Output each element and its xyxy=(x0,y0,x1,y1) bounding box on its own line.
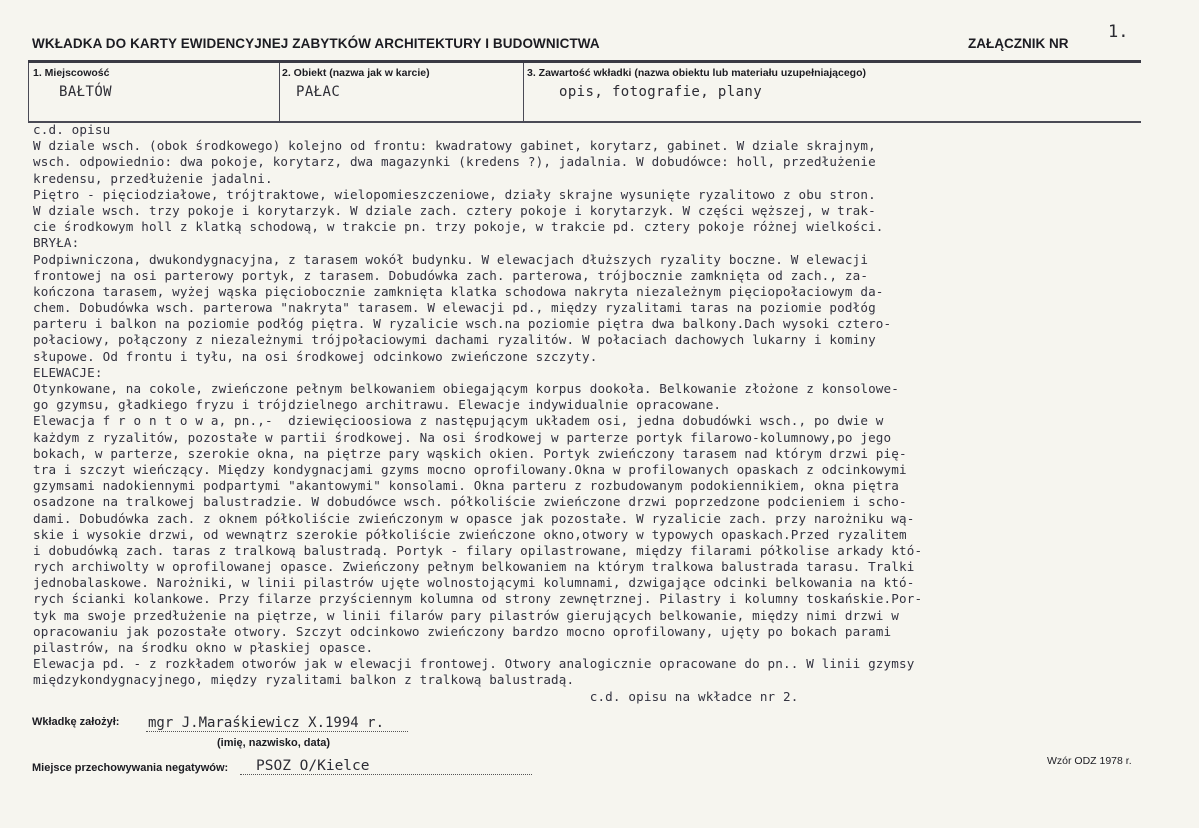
author-hint: (imię, nazwisko, data) xyxy=(217,737,331,749)
text-line: ELEWACJE: xyxy=(33,364,103,380)
text-line: c.d. opisu xyxy=(33,122,111,137)
annex-label: ZAŁĄCZNIK NR xyxy=(968,36,1069,51)
author-label: Wkładkę założył: xyxy=(32,716,120,728)
text-line: skie i wysokie drzwi, od wewnątrz szerokie półkoliście zwieńczone okno,otwory w typowych opaskach.Przed ryzalitem xyxy=(33,526,907,542)
negatives-label: Miejsce przechowywania negatywów: xyxy=(32,762,229,774)
description-text xyxy=(33,122,1153,705)
text-line: Piętro - pięciodziałowe, trójtraktowe, wielopomieszczeniowe, działy skrajne wysunięte ryzalitowo z obu stron. xyxy=(33,186,876,202)
field-object-value: PAŁAC xyxy=(296,84,341,100)
field-object xyxy=(278,63,524,121)
text-line: tra i szczyt wieńczący. Między kondygnacjami gzyms mocno oprofilowany.Okna w profilowanych opaskach z odcinkowymi xyxy=(33,461,907,477)
text-line: rych ścianki kolankowe. Przy filarze przyściennym kolumna od strony zewnętrznej. Pilastry i kolumny toskańskie.Por- xyxy=(33,591,923,607)
field-locality-value: BAŁTÓW xyxy=(59,84,112,100)
text-line: połaciowy, połączony z niezależnymi trójpołaciowymi dachami ryzalitów. W połaciach dachowych lukarny i kominy xyxy=(33,332,876,348)
text-line: i dobudówką zach. taras z tralkową balustradą. Portyk - filary opilastrowane, między filarami półkolise arkady któ- xyxy=(33,542,923,558)
text-line: każdym z ryzalitów, pozostałe w partii środkowej. Na osi środkowej w parterze portyk filarowo-kolumnowy,po jego xyxy=(33,429,892,445)
field-locality xyxy=(28,63,280,121)
field-contents-value: opis, fotografie, plany xyxy=(559,84,763,100)
text-line: c.d. opisu na wkładce nr 2. xyxy=(33,688,799,704)
field-contents xyxy=(523,63,1140,121)
text-line: jednobalaskowe. Narożniki, w linii pilastrów ujęte wolnostojącymi kolumnami, dzwigające odcinki belkowania na któ- xyxy=(33,575,915,591)
template-note: Wzór ODZ 1978 r. xyxy=(1047,755,1132,767)
text-line: pilastrów, na środku okno w płaskiej opasce. xyxy=(33,640,374,655)
field-object-label: 2. Obiekt (nazwa jak w karcie) xyxy=(282,67,430,79)
text-line: międzykondygnacyjnego, między ryzalitami balkon z tralkową balustradą. xyxy=(33,672,575,688)
form-title: WKŁADKA DO KARTY EWIDENCYJNEJ ZABYTKÓW ARCHITEKTURY I BUDOWNICTWA xyxy=(32,36,600,51)
text-line: go gzymsu, gładkiego fryzu i trójdzielnego architrawu. Elewacje indywidualnie opracowane. xyxy=(33,397,722,413)
text-line: Otynkowane, na cokole, zwieńczone pełnym belkowaniem obiegającym korpus dookoła. Belkowanie złożone z konsolowe- xyxy=(33,381,899,396)
text-line: W dziale wsch. (obok środkowego) kolejno od frontu: kwadratowy gabinet, korytarz, gabinet. W dziale skrajnym, xyxy=(33,138,876,154)
field-contents-label: 3. Zawartość wkładki (nazwa obiektu lub materiału uzupełniającego) xyxy=(527,67,866,79)
author-value: mgr J.Maraśkiewicz X.1994 r. xyxy=(146,715,408,732)
text-line: Podpiwniczona, dwukondygnacyjna, z tarasem wokół budynku. W elewacjach dłuższych ryzality boczne. W elewacji xyxy=(33,251,869,267)
annex-number: 1. xyxy=(1108,22,1129,42)
text-line: Elewacja f r o n t o w a, pn.,- dziewięcioosiowa z następującym układem osi, jedna dobudówki wsch., po dwie w xyxy=(33,413,884,429)
text-line: opracowaniu jak pozostałe otwory. Szczyt odcinkowo zwieńczony bardzo mocno oprofilowany, ujęty po bokach parami xyxy=(33,623,892,639)
text-line: rych archiwolty w oprofilowanej opasce. Zwieńczony pełnym belkowaniem na którym tralkowa balustrada tarasu. Tralki xyxy=(33,559,915,575)
text-line: parteru i balkon na poziomie podłóg piętra. W ryzalicie wsch.na poziomie piętra dwa balkony.Dach wysoki cztero- xyxy=(33,316,892,332)
text-line: Elewacja pd. - z rozkładem otworów jak w elewacji frontowej. Otwory analogicznie opracowane do pn.. W linii gzymsy xyxy=(33,656,915,672)
text-line: gzymsami nadokiennymi podpartymi "akantowymi" konsolami. Okna parteru z rozbudowanym podokiennikiem, okna piętra xyxy=(33,478,899,494)
text-line: bokach, w parterze, szerokie okna, na piętrze pary wąskich okien. Portyk zwieńczony tarasem nad którym drzwi pię- xyxy=(33,445,907,461)
text-line: chem. Dobudówka wsch. parterowa "nakryta" tarasem. W elewacji pd., między ryzalitami taras na poziomie podłóg xyxy=(33,300,876,316)
negatives-value: PSOZ O/Kielce xyxy=(240,758,532,775)
text-line: frontowej na osi parterowy portyk, z tarasem. Dobudówka zach. parterowa, trójbocznie zamknięta od zach., za- xyxy=(33,267,869,283)
text-line: kredensu, przedłużenie jadalni. xyxy=(33,170,273,186)
text-line: dami. Dobudówka zach. z oknem półkoliście zwieńczonym w opasce jak pozostałe. W ryzalicie zach. przy narożniku wą- xyxy=(33,510,915,526)
text-line: W dziale wsch. trzy pokoje i korytarzyk. W dziale zach. cztery pokoje i korytarzyk. W części węższej, w trak- xyxy=(33,202,876,218)
text-line: słupowe. Od frontu i tyłu, na osi środkowej odcinkowo zwieńczone szczyty. xyxy=(33,348,598,364)
text-line: cie środkowym holl z klatką schodową, w trakcie pn. trzy pokoje, w trakcie pd. cztery pokoje różnej wielkości. xyxy=(33,219,884,235)
text-line: BRYŁA: xyxy=(33,235,80,251)
text-line: tyk ma swoje przedłużenie na piętrze, w linii filarów pary pilastrów gierujących belkowanie, między nimi drzwi w xyxy=(33,607,899,623)
text-line: kończona tarasem, wyżej wąska pięciobocznie zamknięta klatka schodowa nakryta niezależnym pięciopołaciowym da- xyxy=(33,283,884,299)
text-line: wsch. odpowiednio: dwa pokoje, korytarz, dwa magazynki (kredens ?), jadalnia. W dobudówce: holl, przedłużenie xyxy=(33,154,876,170)
field-locality-label: 1. Miejscowość xyxy=(33,67,110,79)
text-line: osadzone na tralkowej balustradzie. W dobudówce wsch. półkoliście zwieńczone drzwi poprzedzone podcieniem i scho- xyxy=(33,494,907,510)
